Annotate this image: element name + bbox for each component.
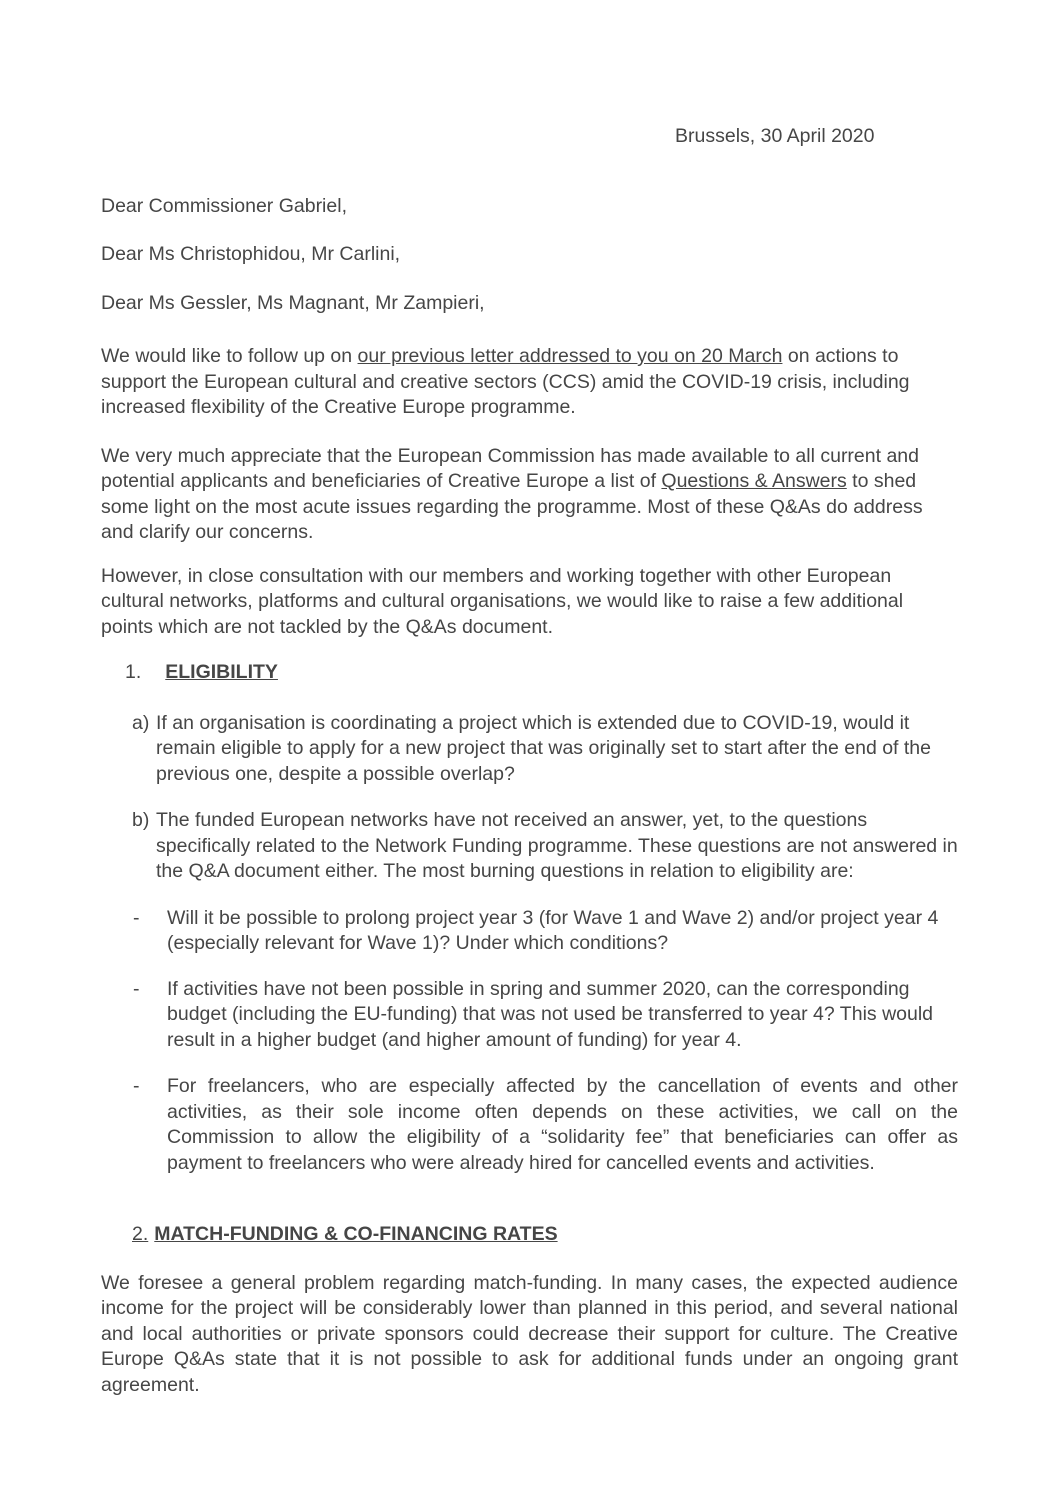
dash-item-prolong-marker: - (133, 906, 140, 929)
paragraph-appreciate (101, 444, 958, 546)
paragraph-appreciate-post: to shed some light on the most acute issues regarding the programme. Most of these Q&As do address and clarify our concerns. (101, 470, 923, 543)
paragraph-followup-pre: We would like to follow up on (101, 345, 358, 367)
section-2-number: 2. (132, 1223, 149, 1245)
salutation-commissioner: Dear Commissioner Gabriel, (101, 194, 347, 217)
section-2-heading-text (132, 1223, 558, 1245)
paragraph-however: However, in close consultation with our members and working together with other European cultural networks, platforms and cultural organisations, we would like to raise a few additional points which are not tackled by the Q&As document. (101, 564, 904, 638)
list-item-a (101, 711, 958, 788)
paragraph-followup (101, 344, 958, 421)
list-item-a-text: If an organisation is coordinating a project which is extended due to COVID-19, would it remain eligible to apply for a new project that was originally set to start after the end of the previous one, despite a possible overlap? (156, 711, 932, 785)
dash-item-prolong-text: Will it be possible to prolong project year 3 (for Wave 1 and Wave 2) and/or project year 4 (especially relevant for Wave 1)? Under which conditions? (167, 906, 939, 954)
dash-item-freelancers (101, 1074, 958, 1176)
dash-item-budget-text: If activities have not been possible in spring and summer 2020, can the corresponding budget (including the EU-funding) that was not used be transferred to year 4? This would result in a higher budget (and higher amount of funding) for year 4. (167, 977, 934, 1051)
list-item-b-text: The funded European networks have not received an answer, yet, to the questions specifically related to the Network Funding programme. These questions are not answered in the Q&A document either. The most burning questions in relation to eligibility are: (156, 809, 958, 882)
paragraph-appreciate-pre: We very much appreciate that the European Commission has made available to all current and potential applicants and beneficiaries of Creative Europe a list of (101, 444, 919, 492)
list-item-a-marker: a) (132, 711, 150, 734)
salutation-officers: Dear Ms Gessler, Ms Magnant, Mr Zampieri, (101, 291, 485, 314)
dash-item-budget (101, 977, 958, 1054)
previous-letter-link[interactable]: our previous letter addressed to you on 20 March (357, 345, 783, 367)
section-1-title: ELIGIBILITY (165, 661, 278, 683)
section-2-heading (132, 1222, 958, 1248)
dash-item-prolong (101, 906, 958, 957)
list-item-b-marker: b) (132, 809, 150, 831)
dash-item-freelancers-marker: - (133, 1075, 140, 1097)
salutation-directors: Dear Ms Christophidou, Mr Carlini, (101, 243, 401, 265)
section-1-number: 1. (125, 661, 142, 683)
section-2-title: MATCH-FUNDING & CO-FINANCING RATES (154, 1223, 558, 1245)
section-1-heading (101, 660, 958, 686)
list-item-b (101, 808, 958, 885)
questions-answers-link[interactable]: Questions & Answers (661, 470, 847, 492)
dash-item-freelancers-text: For freelancers, who are especially affected by the cancellation of events and other activities, as their sole income often depends on these activities, we call on the Commission to allow the eligibility of a “solidarity fee” that beneficiaries can offer as payment to freelancers who were already hired for cancelled events and activities. (167, 1075, 958, 1174)
dash-item-budget-marker: - (133, 977, 140, 1000)
dateline: Brussels, 30 April 2020 (675, 125, 875, 147)
paragraph-followup-post: on actions to support the European cultural and creative sectors (CCS) amid the COVID-19 crisis, including increased flexibility of the Creative Europe programme. (101, 345, 910, 418)
paragraph-closing: We foresee a general problem regarding match-funding. In many cases, the expected audience income for the project will be considerably lower than planned in this period, and several national and local authorities or private sponsors could decrease their support for culture. The Creative Europe Q&As state that it is not possible to ask for additional funds under an ongoing grant agreement. (101, 1271, 958, 1396)
